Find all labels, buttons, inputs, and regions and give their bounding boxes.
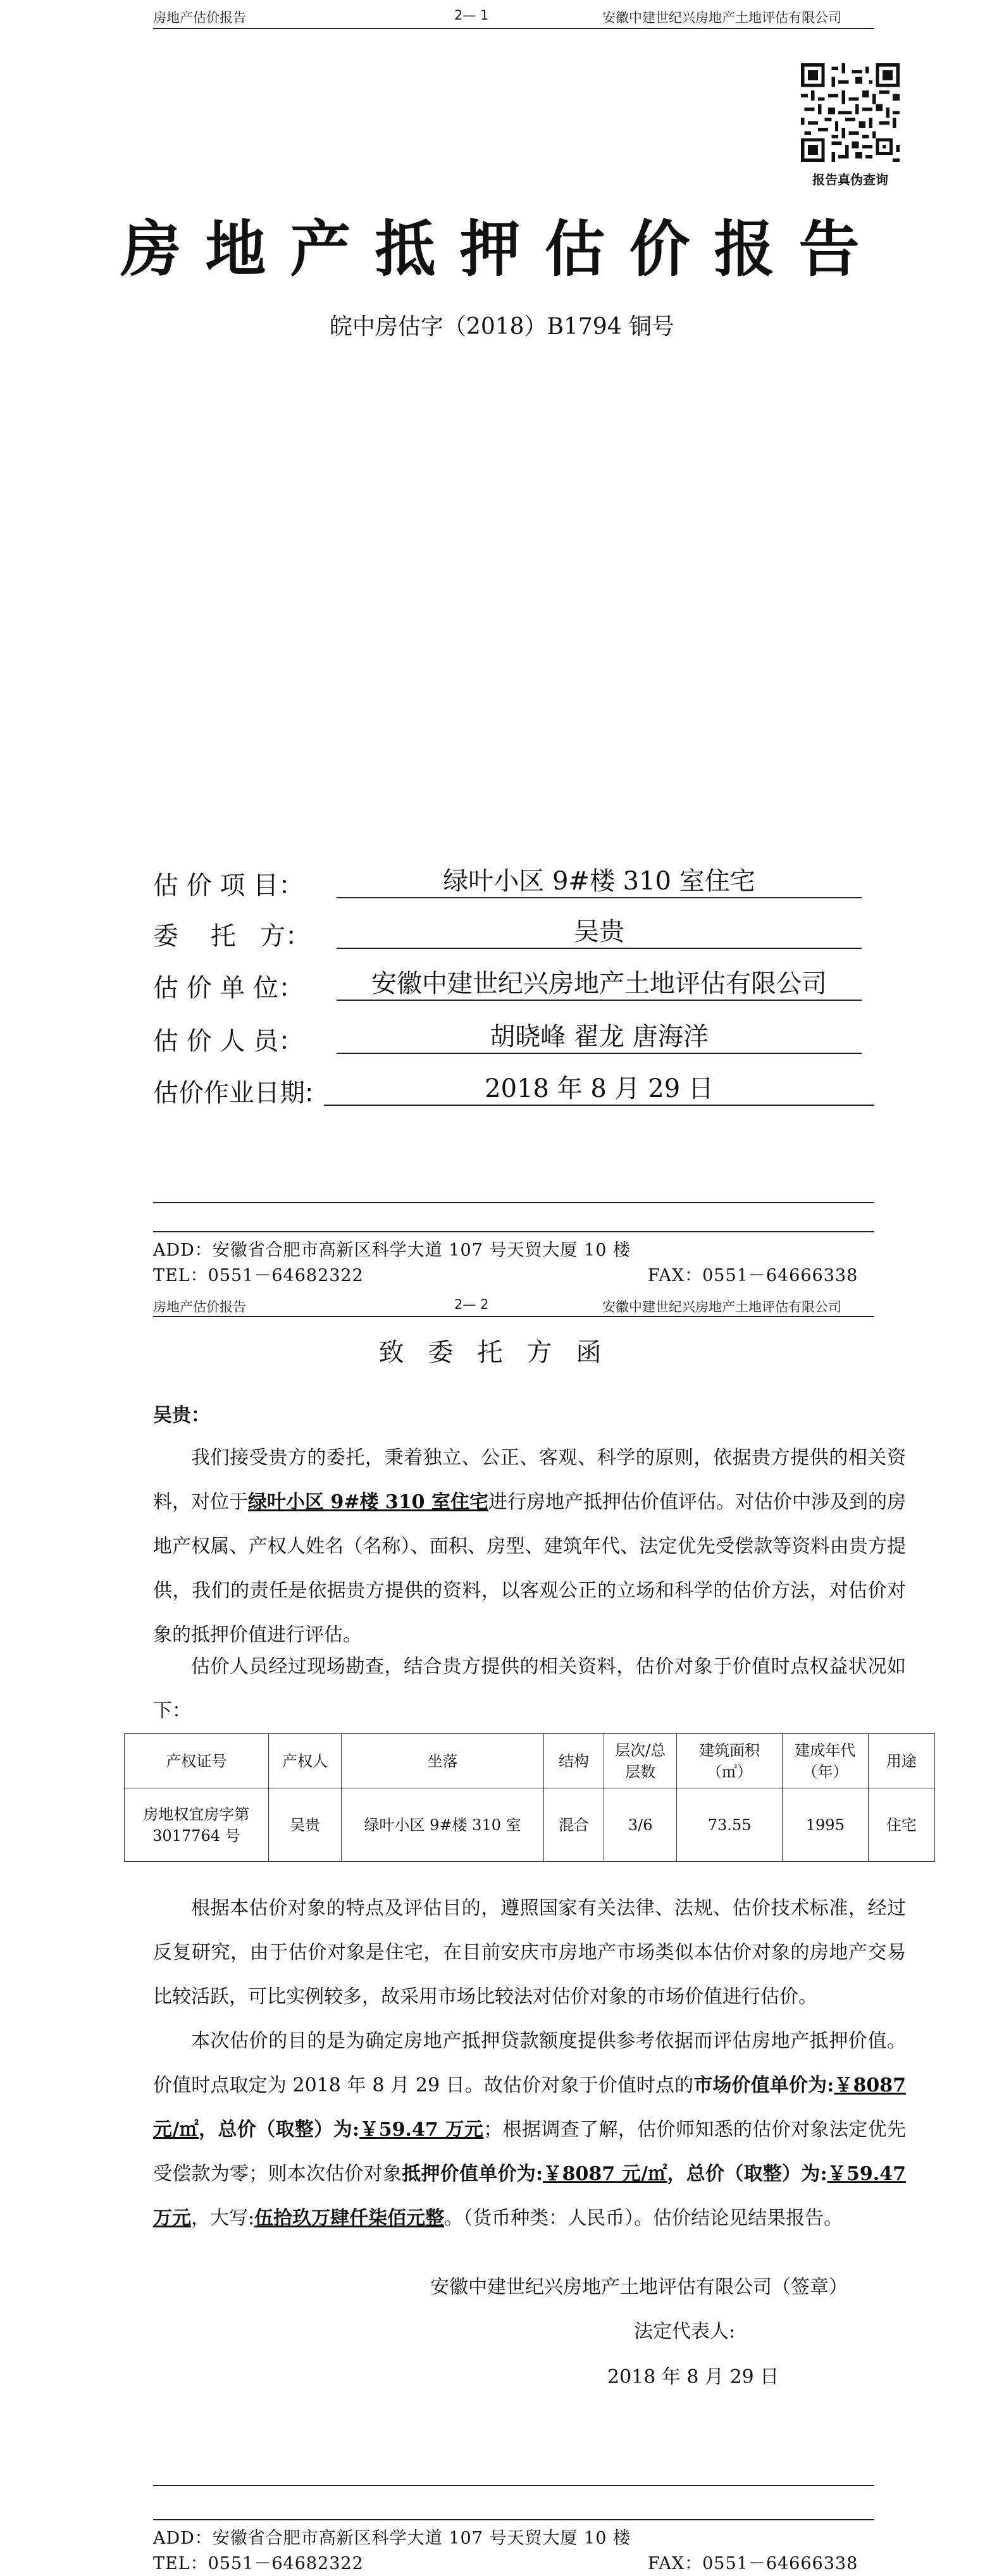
letter-para-3 xyxy=(153,1886,906,2019)
field-value: 吴贵 xyxy=(337,916,862,949)
field-client xyxy=(153,916,862,954)
table-cell: 绿叶小区 9#楼 310 室 xyxy=(342,1788,544,1862)
footer-tel: TEL：0551－64682322 xyxy=(153,1266,364,1285)
signer-company: 安徽中建世纪兴房地产土地评估有限公司（签章） xyxy=(430,2276,848,2298)
qr-caption: 报告真伪查询 xyxy=(812,172,888,187)
amount-in-words: 伍拾玖万肆仟柒佰元整 xyxy=(254,2207,445,2229)
header-left: 房地产估价报告 xyxy=(153,1299,246,1315)
footer-fax: FAX：0551－64666338 xyxy=(648,1266,858,1285)
table-cell: 房地权宜房字第 3017764 号 xyxy=(125,1788,269,1862)
field-appraiser-unit xyxy=(153,968,862,1006)
letter-para-4 xyxy=(153,2019,906,2241)
field-value: 绿叶小区 9#楼 310 室住宅 xyxy=(337,865,862,898)
footer-rule-top xyxy=(153,2485,874,2486)
valuation-object: 绿叶小区 9#楼 310 室住宅 xyxy=(248,1491,488,1513)
header-rule xyxy=(153,1316,874,1317)
field-label: 估价作业日期: xyxy=(153,1079,314,1108)
report-ref-number: 皖中房估字（2018）B1794 铜号 xyxy=(329,314,675,340)
qr-code-icon[interactable] xyxy=(801,63,900,162)
field-label: 委 托 方： xyxy=(153,922,311,951)
market-price-label: 市场价值单价为: xyxy=(693,2074,834,2096)
table-header: 产权人 xyxy=(268,1734,341,1788)
field-date xyxy=(153,1073,874,1111)
field-label: 估 价 单 位： xyxy=(153,974,304,1003)
field-appraisers xyxy=(153,1021,862,1059)
total-price-label: ，总价（取整）为: xyxy=(667,2163,827,2185)
field-project xyxy=(153,865,862,903)
field-value: 胡晓峰 翟龙 唐海洋 xyxy=(337,1021,862,1054)
text-run: ，大写: xyxy=(191,2207,255,2229)
table-cell: 吴贵 xyxy=(268,1788,341,1862)
field-value: 安徽中建世纪兴房地产土地评估有限公司 xyxy=(337,968,862,1001)
footer-tel: TEL：0551－64682322 xyxy=(153,2554,364,2573)
table-cell: 1995 xyxy=(782,1788,868,1862)
table-cell: 73.55 xyxy=(677,1788,783,1862)
mortgage-unit-price: ￥8087 元/㎡ xyxy=(543,2163,667,2185)
mortgage-total-price: ￥59.47 万元 xyxy=(153,2163,907,2229)
table-header: 产权证号 xyxy=(125,1734,269,1788)
table-header: 建筑面积（㎡） xyxy=(677,1734,783,1788)
page-number: 2— 1 xyxy=(454,8,489,23)
text-run: 我们接受贵方的委托，秉着独立、公正、客观、科学的原则，依据贵方提供的相关资料，对位于 xyxy=(153,1447,906,1513)
legal-representative: 法定代表人: xyxy=(634,2320,736,2343)
header-company: 安徽中建世纪兴房地产土地评估有限公司 xyxy=(602,1299,841,1315)
letter-para-1 xyxy=(153,1436,906,1657)
table-header: 层次/总层数 xyxy=(604,1734,676,1788)
table-row xyxy=(125,1788,935,1862)
letter-para-2 xyxy=(153,1645,906,1733)
footer-address: ADD：安徽省合肥市高新区科学大道 107 号天贸大厦 10 楼 xyxy=(153,1241,631,1260)
table-header: 结构 xyxy=(543,1734,604,1788)
footer-rule xyxy=(153,1231,874,1232)
footer-address: ADD：安徽省合肥市高新区科学大道 107 号天贸大厦 10 楼 xyxy=(153,2529,631,2548)
field-label: 估 价 人 员： xyxy=(153,1027,304,1056)
text-run: 本次估价的目的是为确定房地产抵押贷款额度提供参考依据而评估房地产抵押价值。价值时点取定为 2018 年 8 月 29 日。故估价对象于价值时点的 xyxy=(153,2030,906,2096)
text-run: 根据本估价对象的特点及评估目的，遵照国家有关法律、法规、估价技术标准，经过反复研究，由于估价对象是住宅，在目前安庆市房地产市场类似本估价对象的房地产交易比较活跃，可比实例较多，故采用市场比较法对估价对象的市场价值进行估价。 xyxy=(153,1897,906,2008)
letter-date: 2018 年 8 月 29 日 xyxy=(607,2366,779,2388)
report-title: 房地产抵押估价报告 xyxy=(120,214,884,285)
table-cell: 混合 xyxy=(543,1788,604,1862)
footer-rule-top xyxy=(153,1202,874,1203)
table-cell: 住宅 xyxy=(868,1788,934,1862)
header-company: 安徽中建世纪兴房地产土地评估有限公司 xyxy=(602,10,841,25)
market-unit-price: ￥8087 元/㎡ xyxy=(153,2074,907,2141)
text-run: ；根据调查了解，估价师知悉的估价对象法定优先受偿款为零；则本次估价对象 xyxy=(153,2119,906,2185)
market-total-price: ￥59.47 万元 xyxy=(359,2119,484,2141)
field-value: 2018 年 8 月 29 日 xyxy=(324,1073,874,1106)
text-run: 。（货币种类：人民币）。估价结论见结果报告。 xyxy=(444,2207,843,2229)
table-cell: 3/6 xyxy=(604,1788,676,1862)
table-header: 坐落 xyxy=(342,1734,544,1788)
header-rule xyxy=(153,28,874,29)
letter-title: 致委托方函 xyxy=(378,1338,626,1367)
text-run: 估价人员经过现场勘查，结合贵方提供的相关资料，估价对象于价值时点权益状况如下： xyxy=(153,1656,906,1722)
total-price-label: ，总价（取整）为: xyxy=(199,2119,360,2141)
footer-fax: FAX：0551－64666338 xyxy=(648,2554,858,2573)
footer-rule xyxy=(153,2519,874,2520)
property-table xyxy=(124,1733,935,1862)
field-label: 估 价 项 目： xyxy=(153,871,304,900)
text-run: 进行房地产抵押估价值评估。对估价中涉及到的房地产权属、产权人姓名（名称）、面积、房型、建筑年代、法定优先受偿款等资料由贵方提供，我们的责任是依据贵方提供的资料，以客观公正的立场和科学的估价方法，对估价对象的抵押价值进行评估。 xyxy=(153,1491,907,1646)
mortgage-price-label: 抵押价值单价为: xyxy=(402,2163,543,2185)
table-header: 建成年代（年） xyxy=(782,1734,868,1788)
page-number: 2— 2 xyxy=(454,1297,489,1312)
header-left: 房地产估价报告 xyxy=(153,10,246,25)
table-header: 用途 xyxy=(868,1734,934,1788)
table-header-row xyxy=(125,1734,935,1788)
salutation: 吴贵： xyxy=(153,1404,210,1427)
